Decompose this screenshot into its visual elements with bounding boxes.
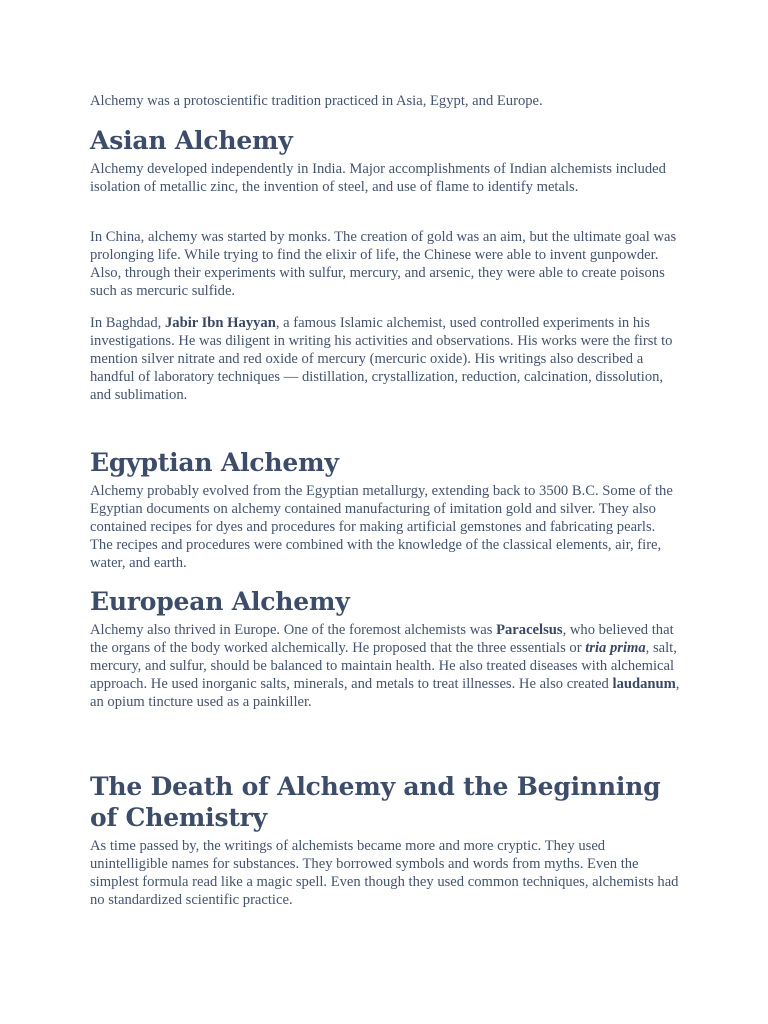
baghdad-text-rest: , a famous Islamic alchemist, used controlled experiments in his investigations. He was diligent in writing his activities and observations. His works were the first to mention silver nitrate and red oxide of mercury (mercuric oxide). His writings also described a handful of laboratory techniques — distillation, crystallization, reduction, calcination, dissolution, and sublimation. — [90, 315, 673, 403]
egyptian-alchemy-heading: Egyptian Alchemy — [90, 448, 339, 477]
death-of-alchemy-heading: The Death of Alchemy and the Beginning of Chemistry — [90, 772, 661, 832]
intro-paragraph: Alchemy was a protoscientific tradition practiced in Asia, Egypt, and Europe. — [90, 93, 543, 109]
european-text-d: , an opium tincture used as a painkiller. — [90, 675, 680, 710]
death-of-alchemy-paragraph: As time passed by, the writings of alchemists became more and more cryptic. They used unintelligible names for substances. They borrowed symbols and words from myths. Even the simplest formula read like a magic spell. Even though they used common techniques, alchemists had no standardized scientific practice. — [90, 838, 679, 908]
asian-paragraph-china: In China, alchemy was started by monks. The creation of gold was an aim, but the ultimate goal was prolonging life. While trying to find the elixir of life, the Chinese were able to invent gunpowder. Also, through their experiments with sulfur, mercury, and arsenic, they were able to create poisons such as mercuric sulfide. — [90, 229, 677, 299]
european-paragraph — [90, 622, 680, 712]
european-text-c: , salt, mercury, and sulfur, should be balanced to maintain health. He also treated diseases with alchemical approach. He used inorganic salts, minerals, and metals to treat illnesses. He also created — [90, 639, 677, 692]
european-text-a: Alchemy also thrived in Europe. One of the foremost alchemists was — [90, 622, 497, 638]
baghdad-text-start: In Baghdad, — [90, 315, 165, 331]
paracelsus-name: Paracelsus — [496, 622, 563, 638]
asian-paragraph-baghdad — [90, 315, 680, 405]
european-text-b: , who believed that the organs of the body worked alchemically. He proposed that the three essentials or — [90, 622, 674, 656]
asian-paragraph-india: Alchemy developed independently in India. Major accomplishments of Indian alchemists included isolation of metallic zinc, the invention of steel, and use of flame to identify metals. — [90, 161, 666, 195]
tria-prima-term: tria prima — [585, 639, 646, 656]
european-alchemy-heading: European Alchemy — [90, 587, 350, 616]
egyptian-paragraph: Alchemy probably evolved from the Egyptian metallurgy, extending back to 3500 B.C. Some of the Egyptian documents on alchemy contained manufacturing of imitation gold and silver. They also contained recipes for dyes and procedures for making artificial gemstones and fabricating pearls. The recipes and procedures were combined with the knowledge of the classical elements, air, fire, water, and earth. — [90, 483, 673, 571]
laudanum-term: laudanum — [612, 675, 676, 692]
jabir-ibn-hayyan-name: Jabir Ibn Hayyan — [164, 315, 276, 331]
asian-alchemy-heading: Asian Alchemy — [90, 126, 293, 155]
